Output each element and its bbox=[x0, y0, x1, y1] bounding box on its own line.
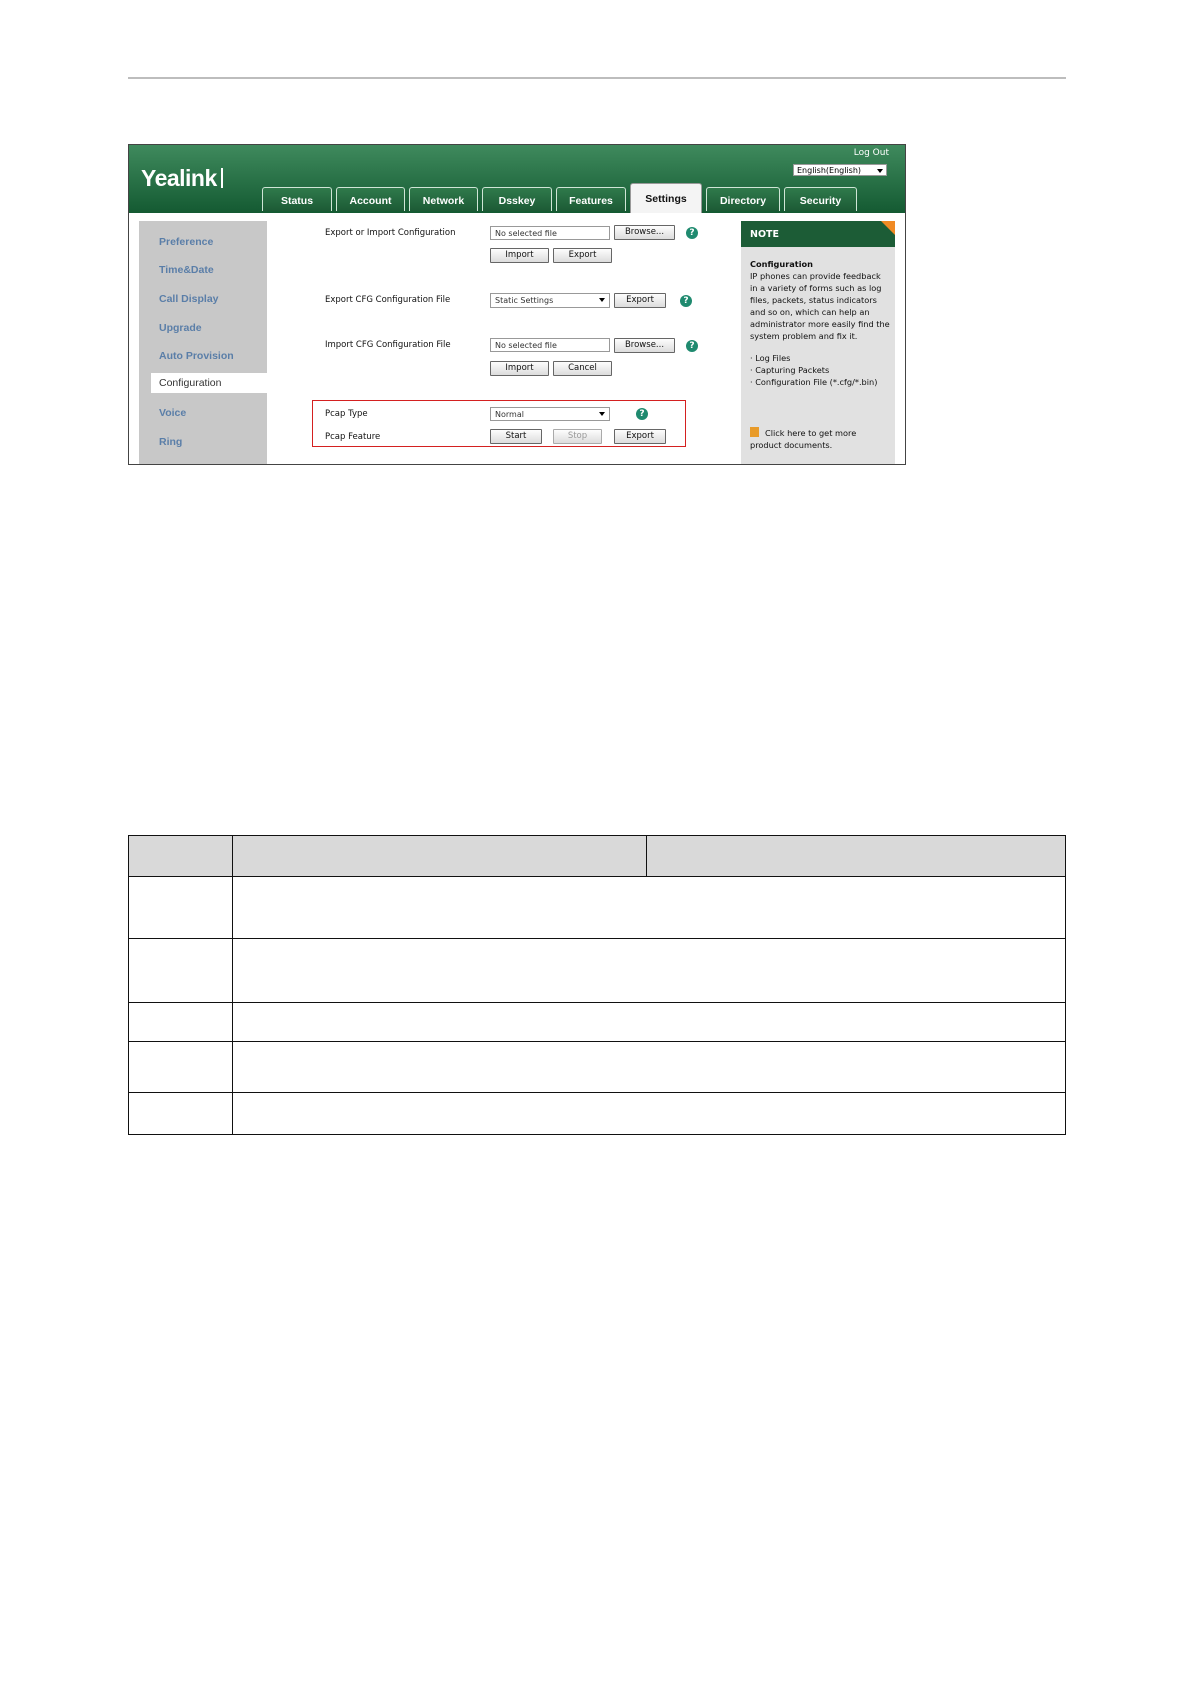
note-list-item: · Configuration File (*.cfg/*.bin) bbox=[750, 377, 878, 387]
tab-status[interactable]: Status bbox=[262, 187, 332, 211]
logout-link[interactable]: Log Out bbox=[853, 148, 889, 158]
table-cell bbox=[233, 1003, 1066, 1042]
tab-network[interactable]: Network bbox=[409, 187, 478, 211]
table-row bbox=[129, 1042, 1066, 1093]
import-cfg-label: Import CFG Configuration File bbox=[325, 340, 451, 350]
export-import-label: Export or Import Configuration bbox=[325, 228, 456, 238]
note-list bbox=[750, 352, 890, 388]
table-header-row bbox=[129, 836, 1066, 877]
browse-button-1[interactable]: Browse... bbox=[614, 225, 675, 240]
cancel-button[interactable]: Cancel bbox=[553, 361, 612, 376]
chevron-down-icon bbox=[599, 412, 605, 416]
export-button-3[interactable]: Export bbox=[614, 429, 666, 444]
table-cell bbox=[129, 1003, 233, 1042]
table-cell bbox=[233, 877, 1066, 939]
note-header: NOTE bbox=[741, 221, 895, 247]
parameter-table bbox=[128, 835, 1066, 1135]
tab-directory[interactable]: Directory bbox=[706, 187, 780, 211]
tab-dsskey[interactable]: Dsskey bbox=[482, 187, 552, 211]
export-button-1[interactable]: Export bbox=[553, 248, 612, 263]
web-ui-screenshot bbox=[128, 144, 906, 465]
start-button[interactable]: Start bbox=[490, 429, 542, 444]
sidebar-item-upgrade[interactable]: Upgrade bbox=[159, 322, 202, 334]
table-row bbox=[129, 1093, 1066, 1135]
top-header bbox=[129, 145, 905, 213]
file-field-1[interactable]: No selected file bbox=[490, 226, 610, 240]
sidebar-item-auto-provision[interactable]: Auto Provision bbox=[159, 350, 234, 362]
table-cell bbox=[233, 939, 1066, 1003]
table-header-cell bbox=[647, 836, 1066, 877]
note-corner bbox=[881, 221, 895, 235]
table-cell bbox=[129, 1093, 233, 1135]
sidebar-item-time-date[interactable]: Time&Date bbox=[159, 264, 214, 276]
table-cell bbox=[129, 1042, 233, 1093]
export-cfg-label: Export CFG Configuration File bbox=[325, 295, 451, 305]
sidebar-item-voice[interactable]: Voice bbox=[159, 407, 187, 419]
stop-button[interactable]: Stop bbox=[553, 429, 602, 444]
table-header-cell bbox=[129, 836, 233, 877]
table-cell bbox=[129, 939, 233, 1003]
export-button-2[interactable]: Export bbox=[614, 293, 666, 308]
table-cell bbox=[233, 1093, 1066, 1135]
table-row bbox=[129, 877, 1066, 939]
note-list-item: · Log Files bbox=[750, 353, 791, 363]
language-select[interactable]: English(English) bbox=[793, 164, 887, 176]
import-button-2[interactable]: Import bbox=[490, 361, 549, 376]
header-rule bbox=[128, 77, 1066, 79]
table-row bbox=[129, 939, 1066, 1003]
import-button-1[interactable]: Import bbox=[490, 248, 549, 263]
sidebar-item-preference[interactable]: Preference bbox=[159, 236, 214, 248]
note-list-item: · Capturing Packets bbox=[750, 365, 830, 375]
table-header-cell bbox=[233, 836, 647, 877]
note-panel bbox=[741, 221, 895, 464]
chevron-down-icon bbox=[877, 169, 883, 173]
sidebar-item-configuration[interactable]: Configuration bbox=[151, 373, 267, 393]
note-title: Configuration bbox=[750, 259, 813, 269]
tab-account[interactable]: Account bbox=[336, 187, 405, 211]
book-icon bbox=[750, 427, 759, 437]
pcap-type-select[interactable]: Normal bbox=[490, 407, 610, 421]
help-icon[interactable]: ? bbox=[686, 227, 698, 239]
help-icon[interactable]: ? bbox=[680, 295, 692, 307]
pcap-type-label: Pcap Type bbox=[325, 409, 368, 419]
note-text: IP phones can provide feedback in a variety of forms such as log files, packets, status indicators and so on, which can help an administrator more easily find the system problem and fix it. bbox=[750, 271, 890, 341]
file-field-2[interactable]: No selected file bbox=[490, 338, 610, 352]
sidebar bbox=[139, 221, 267, 464]
chevron-down-icon bbox=[599, 298, 605, 302]
browse-button-2[interactable]: Browse... bbox=[614, 338, 675, 353]
help-icon[interactable]: ? bbox=[686, 340, 698, 352]
pcap-feature-label: Pcap Feature bbox=[325, 432, 381, 442]
note-body bbox=[750, 258, 890, 388]
yealink-logo: Yealink bbox=[141, 165, 223, 192]
sidebar-item-call-display[interactable]: Call Display bbox=[159, 293, 219, 305]
table-cell bbox=[129, 877, 233, 939]
tab-features[interactable]: Features bbox=[556, 187, 626, 211]
sidebar-item-ring[interactable]: Ring bbox=[159, 436, 183, 448]
documents-link[interactable]: Click here to get more product documents. bbox=[750, 428, 857, 450]
cfg-select[interactable]: Static Settings bbox=[490, 293, 610, 308]
tab-security[interactable]: Security bbox=[784, 187, 857, 211]
tab-settings[interactable]: Settings bbox=[630, 183, 702, 213]
table-cell bbox=[233, 1042, 1066, 1093]
table-row bbox=[129, 1003, 1066, 1042]
help-icon[interactable]: ? bbox=[636, 408, 648, 420]
